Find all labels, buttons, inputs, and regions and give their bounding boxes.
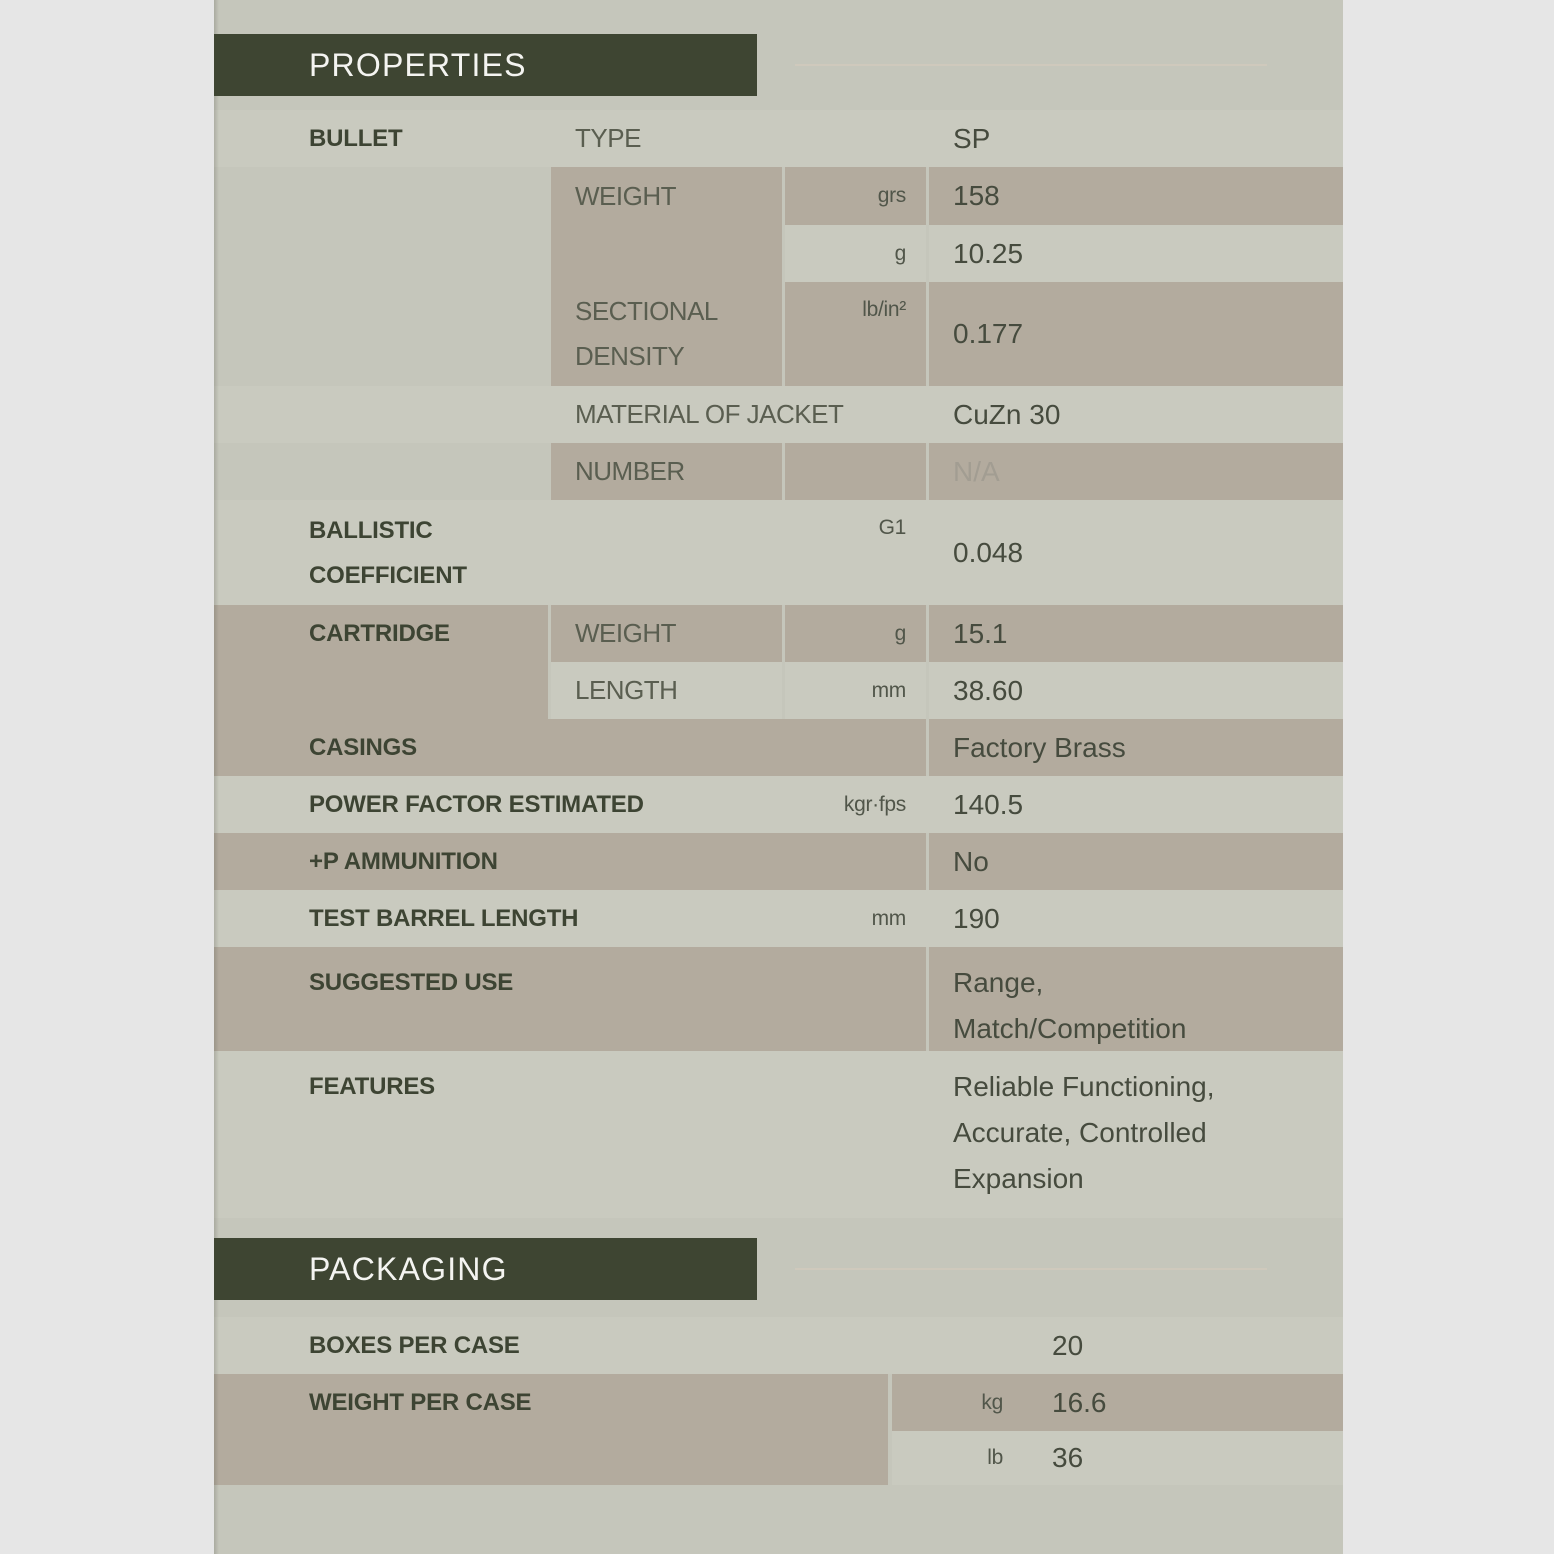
sectional-density-value-cell <box>929 282 1343 386</box>
test-barrel-length-label: TEST BARREL LENGTH <box>309 905 579 932</box>
bullet-group-label: BULLET <box>309 125 403 152</box>
row-power-factor <box>214 776 1343 833</box>
ballistic-coefficient-label-cell <box>214 500 548 605</box>
row-suggested-use <box>214 947 1343 1051</box>
features-value: Reliable Functioning, Accurate, Controlled Expansion <box>953 1071 1215 1194</box>
weight-per-case-lb-unit: lb <box>987 1446 1003 1469</box>
row-bullet-weight-grs <box>214 167 1343 225</box>
casings-value-cell <box>929 719 1343 776</box>
sectional-density-label-cell <box>551 282 782 386</box>
sectional-density-label: SECTIONAL DENSITY <box>575 296 718 371</box>
ballistic-coefficient-label: BALLISTIC COEFFICIENT <box>309 516 467 589</box>
material-of-jacket-label: MATERIAL OF JACKET <box>575 399 844 429</box>
properties-table <box>214 110 1343 1218</box>
weight-per-case-label-cell-continuation <box>214 1431 888 1485</box>
material-of-jacket-value-cell <box>929 386 1343 443</box>
number-label: NUMBER <box>575 456 685 486</box>
properties-section-header <box>214 34 757 96</box>
cartridge-weight-unit: g <box>894 621 906 645</box>
power-factor-unit: kgr·fps <box>843 792 906 816</box>
p-ammunition-value: No <box>953 845 989 877</box>
row-number <box>214 443 1343 500</box>
number-label-cell <box>551 443 782 500</box>
suggested-use-label-cell <box>214 947 926 1051</box>
p-ammunition-label: +P AMMUNITION <box>309 848 498 875</box>
properties-header-divider <box>795 64 1267 66</box>
cartridge-group-label-cell <box>214 605 548 662</box>
features-label-cell <box>214 1051 926 1218</box>
ballistic-coefficient-value: 0.048 <box>953 536 1024 568</box>
suggested-use-value-cell <box>929 947 1343 1051</box>
p-ammunition-label-cell <box>214 833 926 890</box>
boxes-per-case-label-cell <box>214 1317 888 1374</box>
type-value-cell <box>929 110 1343 167</box>
cartridge-length-unit-cell <box>785 662 926 719</box>
weight-g-unit-cell <box>785 225 926 282</box>
cartridge-weight-label: WEIGHT <box>575 618 676 648</box>
test-barrel-length-value: 190 <box>953 902 1000 934</box>
weight-per-case-lb-value: 36 <box>1052 1442 1084 1473</box>
p-ammunition-value-cell <box>929 833 1343 890</box>
test-barrel-length-unit: mm <box>871 906 906 930</box>
cartridge-length-unit: mm <box>871 678 906 702</box>
weight-g-value: 10.25 <box>953 237 1024 269</box>
weight-grs-value: 158 <box>953 180 1000 211</box>
ballistic-coefficient-unit: G1 <box>878 516 906 539</box>
weight-g-unit: g <box>894 241 906 265</box>
properties-section-title: PROPERTIES <box>309 46 527 83</box>
casings-value: Factory Brass <box>953 731 1126 763</box>
weight-g-value-cell <box>929 225 1343 282</box>
suggested-use-label: SUGGESTED USE <box>309 969 514 996</box>
number-value-cell <box>929 443 1343 500</box>
row-weight-per-case-kg <box>214 1374 1343 1431</box>
packaging-section-header <box>214 1238 757 1300</box>
suggested-use-value: Range, Match/Competition <box>953 967 1187 1044</box>
type-label: TYPE <box>575 123 641 153</box>
bullet-group-label-cell <box>214 110 548 167</box>
type-value: SP <box>953 122 991 154</box>
test-barrel-length-value-cell <box>929 890 1343 947</box>
row-cartridge-length <box>214 662 1343 719</box>
sectional-density-value: 0.177 <box>953 318 1024 349</box>
features-value-cell <box>929 1051 1343 1218</box>
row-material-of-jacket <box>214 386 1343 443</box>
power-factor-value-cell <box>929 776 1343 833</box>
cartridge-weight-label-cell <box>551 605 782 662</box>
row-test-barrel-length <box>214 890 1343 947</box>
packaging-section-title: PACKAGING <box>309 1250 508 1287</box>
type-label-cell <box>551 110 782 167</box>
weight-per-case-kg-unit-cell <box>892 1374 1021 1431</box>
weight-per-case-kg-value: 16.6 <box>1052 1386 1107 1418</box>
row-features <box>214 1051 1343 1218</box>
power-factor-value: 140.5 <box>953 788 1024 820</box>
weight-grs-value-cell <box>929 167 1343 225</box>
packaging-header-divider <box>795 1268 1267 1270</box>
casings-label-cell <box>214 719 926 776</box>
features-label: FEATURES <box>309 1073 435 1100</box>
casings-label: CASINGS <box>309 734 417 761</box>
row-bullet-weight-g <box>214 225 1343 282</box>
weight-grs-unit-cell <box>785 167 926 225</box>
row-sectional-density <box>214 282 1343 386</box>
boxes-per-case-value: 20 <box>1052 1329 1084 1361</box>
cartridge-group-label-cell-continuation <box>214 662 548 719</box>
cartridge-weight-value-cell <box>929 605 1343 662</box>
row-boxes-per-case <box>214 1317 1343 1374</box>
cartridge-weight-unit-cell <box>785 605 926 662</box>
weight-label-cell <box>551 167 782 225</box>
weight-label: WEIGHT <box>575 180 676 211</box>
weight-grs-unit: grs <box>877 184 906 207</box>
boxes-per-case-label: BOXES PER CASE <box>309 1332 520 1359</box>
cartridge-length-label-cell <box>551 662 782 719</box>
number-value: N/A <box>953 455 1000 487</box>
ballistic-coefficient-value-cell <box>929 500 1343 605</box>
test-barrel-length-label-cell <box>214 890 926 947</box>
row-casings <box>214 719 1343 776</box>
power-factor-label-cell <box>214 776 926 833</box>
row-p-ammunition <box>214 833 1343 890</box>
weight-per-case-label: WEIGHT PER CASE <box>309 1389 532 1416</box>
weight-label-cell-continuation <box>551 225 782 282</box>
row-ballistic-coefficient <box>214 500 1343 605</box>
row-bullet-type <box>214 110 1343 167</box>
power-factor-label: POWER FACTOR ESTIMATED <box>309 791 644 818</box>
packaging-table <box>214 1317 1343 1485</box>
ballistic-coefficient-unit-cell <box>785 500 926 605</box>
cartridge-length-value-cell <box>929 662 1343 719</box>
cartridge-group-label: CARTRIDGE <box>309 620 450 647</box>
cartridge-weight-value: 15.1 <box>953 617 1008 649</box>
spec-sheet <box>214 0 1343 1554</box>
sectional-density-unit: lb/in² <box>862 298 906 321</box>
sectional-density-unit-cell <box>785 282 926 386</box>
weight-per-case-lb-unit-cell <box>892 1431 1021 1485</box>
number-unit-cell <box>785 443 926 500</box>
row-cartridge-weight <box>214 605 1343 662</box>
cartridge-length-value: 38.60 <box>953 674 1024 706</box>
material-of-jacket-label-cell <box>551 386 851 443</box>
material-of-jacket-value: CuZn 30 <box>953 398 1061 430</box>
row-weight-per-case-lb <box>214 1431 1343 1485</box>
cartridge-length-label: LENGTH <box>575 675 678 705</box>
weight-per-case-kg-value-cell <box>1021 1374 1343 1431</box>
weight-per-case-label-cell <box>214 1374 888 1431</box>
weight-per-case-kg-unit: kg <box>981 1390 1003 1414</box>
weight-per-case-lb-value-cell <box>1021 1431 1343 1485</box>
boxes-per-case-value-cell <box>1021 1317 1343 1374</box>
